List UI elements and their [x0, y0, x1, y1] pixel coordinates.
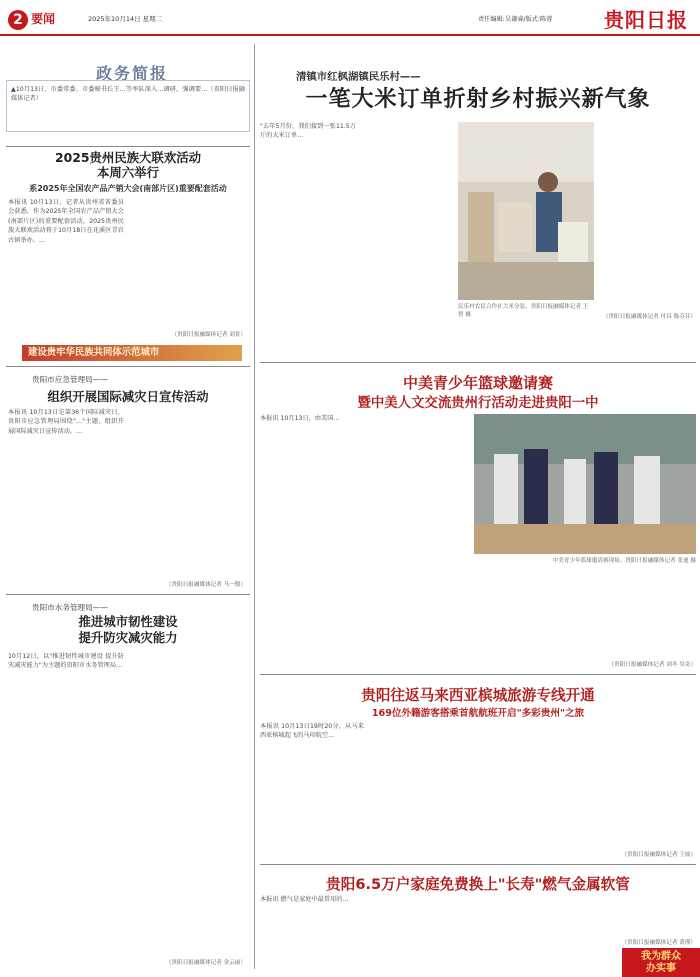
article-1-title-line-1: 2025贵州民族大联欢活动	[54, 150, 201, 165]
divider	[260, 864, 696, 865]
article-5-body-col-2	[370, 414, 466, 664]
article-5-body-col-1: 本报讯 10月13日，由美国…	[260, 415, 340, 422]
article-6-subtitle: 169位外籍游客搭乘首航航班开启"多彩贵州"之旅	[371, 708, 585, 719]
article-5-photo	[474, 414, 696, 554]
masthead	[0, 0, 700, 42]
article-6-body-col-1: 本报讯 10月13日19时20分，从马来西亚槟城起飞的马印航空…	[260, 723, 364, 740]
divider	[6, 594, 250, 595]
article-2-source: （贵阳日报融媒体记者 马一镖）	[165, 582, 246, 588]
divider	[6, 146, 250, 147]
article-1-subtitle: 系2025年全国农产品产销大会(南部片区)重要配套活动	[29, 184, 227, 193]
header-rule	[0, 34, 700, 36]
basketball-group-photo-icon	[474, 414, 696, 554]
article-6-source: （贵阳日报融媒体记者 王灿）	[621, 852, 696, 858]
article-2-body-col-2	[130, 408, 246, 578]
article-7-title: 贵阳6.5万户家庭免费换上"长寿"燃气金属软管	[326, 876, 630, 893]
article-3-body-col-1: 10月12日，以"推进韧性城市建设 提升防灾减灾能力"为主题的贵阳市水务管理局…	[8, 653, 124, 670]
divider	[260, 362, 696, 363]
article-3-title-line-1: 推进城市韧性建设	[78, 614, 178, 629]
article-5-photo-caption: 中美青少年篮球邀请赛现场。贵阳日报融媒体记者 张迪 摄	[552, 558, 696, 564]
issue-date: 2025年10月14日 星期二	[88, 15, 163, 23]
ribbon-line-2: 办实事	[646, 963, 676, 974]
article-4-title: 一笔大米订单折射乡村振兴新气象	[305, 87, 651, 112]
article-6-body-col-3	[480, 722, 584, 858]
article-5-title-line-1: 中美青少年篮球邀请赛	[402, 374, 553, 392]
article-4-photo-caption: 民乐村农民合作社大米分装。贵阳日报融媒体记者 王智 摄	[458, 304, 589, 318]
article-3-title-line-2: 提升防灾减灾能力	[78, 630, 178, 645]
article-3-kicker: 贵阳市水务管理局——	[32, 603, 108, 612]
newspaper-logo: 贵阳日报	[604, 8, 688, 32]
section-name: 要闻	[31, 12, 56, 26]
article-4-source: （贵阳日报融媒体记者 付昌 陈芬芬）	[602, 314, 696, 320]
editor-credits: 责任编辑:吴谦睿/版式:陈蓉	[478, 16, 553, 23]
column-separator	[254, 44, 255, 969]
article-5-body-col-4	[584, 568, 696, 660]
article-6-title: 贵阳往返马来西亚槟城旅游专线开通	[361, 687, 595, 704]
city-banner: 建设贵牢华民族共同体示范城市	[22, 345, 242, 361]
article-4-body-col-3	[362, 216, 458, 306]
article-7-body-col-1: 本报讯 燃气是家庭中最常用的…	[260, 896, 349, 903]
article-5-title-line-2: 暨中美人文交流贵州行活动走进贵阳一中	[357, 396, 599, 411]
article-4-body-col-1: "去年5月份，我们接到一张11.5万斤的大米订单…	[260, 123, 356, 140]
article-7-source: （贵阳日报融媒体记者 黄瑾）	[621, 940, 696, 946]
article-4-photo	[458, 122, 594, 300]
article-3-source: （贵阳日报融媒体记者 金云丽）	[165, 960, 246, 966]
service-ribbon	[622, 948, 700, 977]
article-5-body-col-3	[474, 568, 578, 668]
divider	[6, 366, 250, 367]
article-4-body-col-2	[362, 122, 458, 212]
article-7-body-col-3	[480, 895, 584, 973]
article-2-body-col-1: 本报讯 10月13日是第36个国际减灾日，贵阳市应急管理局围绕"…"主题，组织开展国际减灾日宣传活动。…	[8, 409, 124, 435]
article-4-body-cont	[260, 312, 592, 352]
article-1-title-line-2: 本周六举行	[97, 165, 159, 180]
rice-packing-photo-icon	[458, 122, 594, 300]
article-3-body-col-2	[130, 652, 246, 952]
article-1-body-col-2	[130, 198, 246, 328]
article-4-kicker: 清镇市红枫湖镇民乐村——	[296, 71, 421, 83]
briefs-box	[6, 80, 250, 132]
article-2-title: 组织开展国际减灾日宣传活动	[47, 389, 209, 404]
article-2-kicker: 贵阳市应急管理局——	[32, 375, 108, 384]
article-6-body-col-4	[590, 722, 696, 848]
article-1-source: （贵阳日报融媒体记者 刘景）	[171, 332, 246, 338]
article-7-body-col-4	[590, 895, 696, 937]
article-5-source: （贵阳日报融媒体记者 刘冬 吴奇）	[608, 662, 696, 668]
article-4-body-col-4	[600, 122, 696, 312]
briefs-text: ▲10月13日，市委常委、市委秘书长王…等率队深入…调研，强调要…（贵阳日报融媒体记者）	[11, 86, 245, 103]
page-number-badge: 2	[8, 10, 28, 30]
divider	[260, 674, 696, 675]
article-1-body-col-1: 本报讯 10月13日，记者从贵州省省委员会获悉，作为2025年全国农产品产销大会(南部片区)的重要配套活动，2025贵州民族大联欢活动将于10月18日在花溪区青岩古镇举办。…	[8, 199, 124, 244]
ribbon-line-1: 我为群众	[641, 951, 681, 962]
article-6-body-col-2	[370, 722, 474, 858]
briefs-title: 政务简报	[96, 64, 169, 83]
article-7-body-col-2	[370, 895, 474, 973]
